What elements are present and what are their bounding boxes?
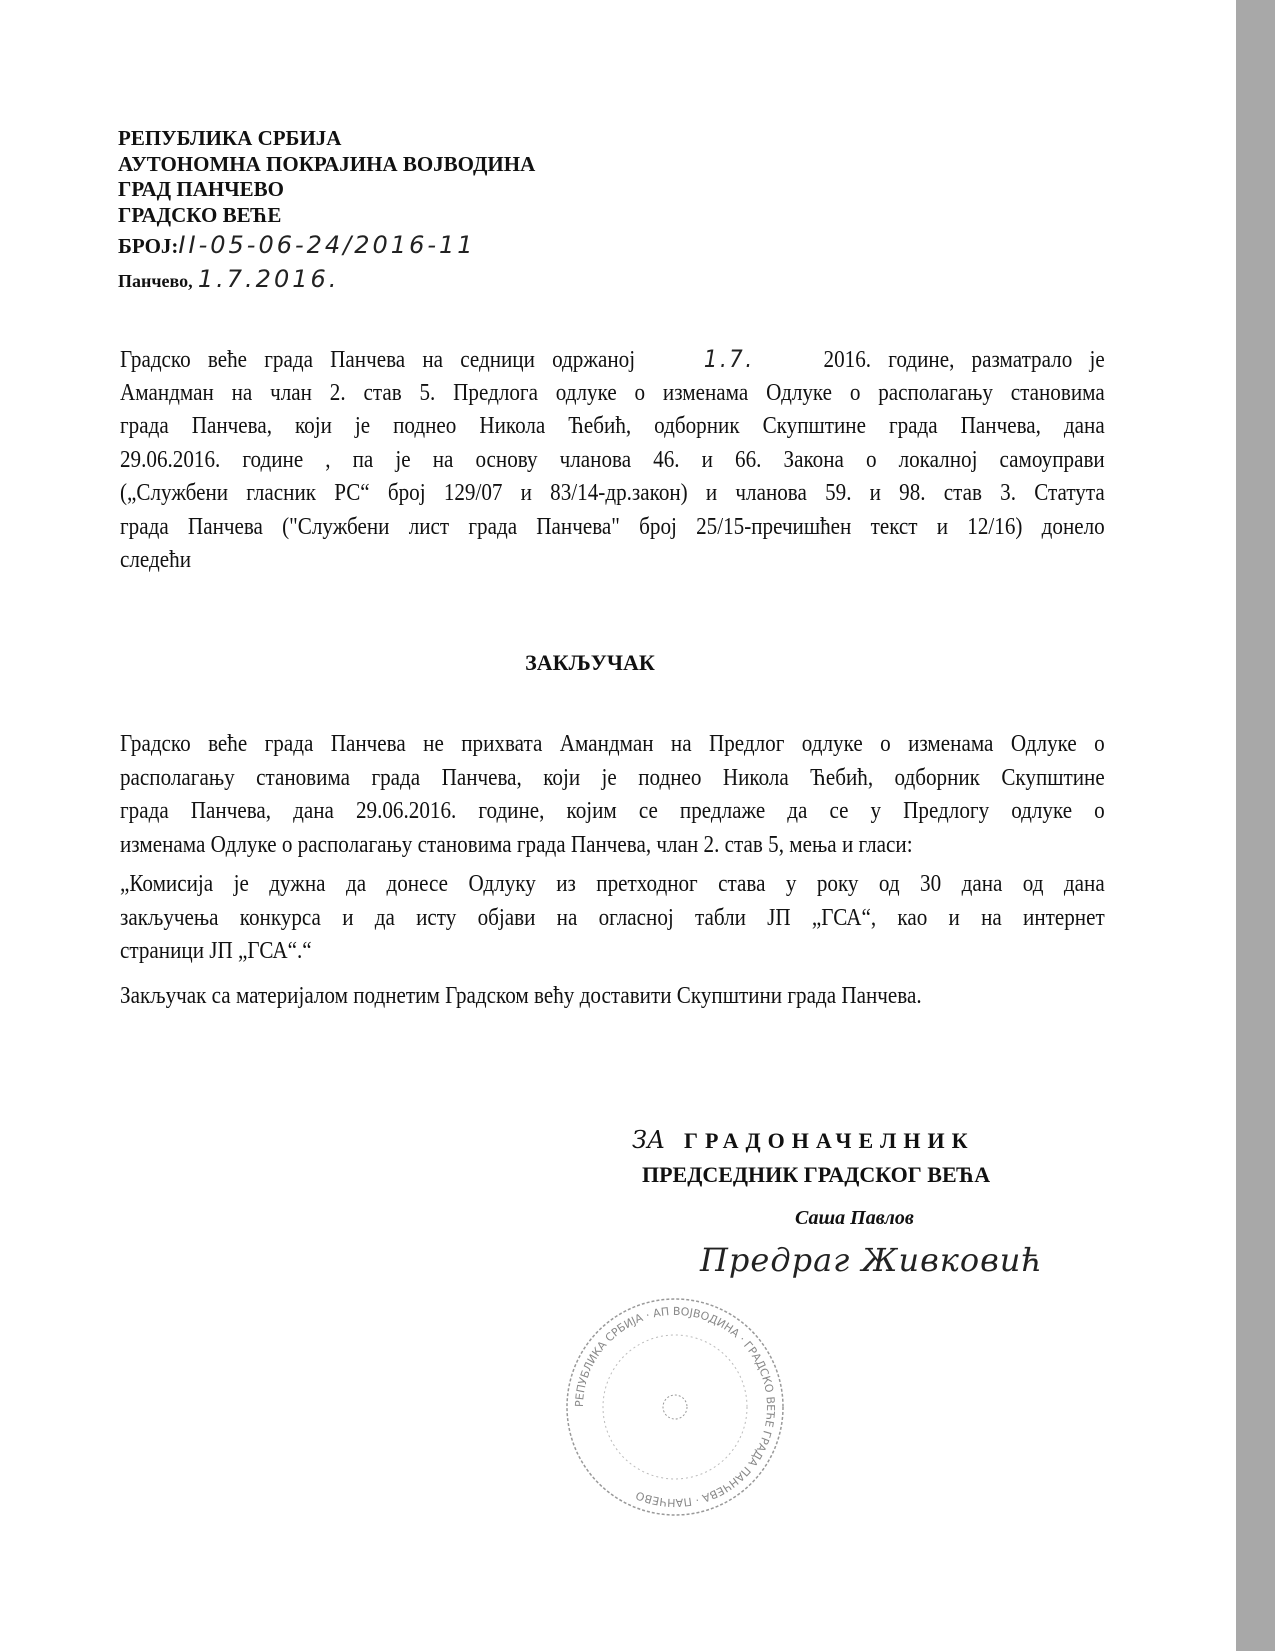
signature-initial: ЗА (632, 1126, 666, 1154)
signatory-name: Саша Павлов (795, 1207, 914, 1229)
document-title: ЗАКЉУЧАК (525, 650, 655, 675)
signatory-title: ГРАДОНАЧЕЛНИК (684, 1128, 975, 1153)
session-date-handwritten: 1.7. (703, 345, 755, 373)
header-line: ГРАД ПАНЧЕВО (118, 177, 284, 201)
conclusion-paragraph (120, 728, 1105, 862)
paragraph-line: „Комисија је дужна да донесе Одлуку из претходног става у року од 30 дана од дана (120, 871, 1105, 897)
paragraph-line: Градско веће града Панчева не прихвата Амандман на Предлог одлуке о изменама Одлуке о (120, 731, 1105, 757)
line-text: Градско веће града Панчева на седници одржаној (120, 347, 636, 373)
quoted-amendment (120, 868, 1105, 969)
line-text: 2016. године, разматрало је (823, 347, 1105, 373)
document-number (118, 228, 535, 262)
document-date (118, 262, 535, 296)
official-stamp (560, 1292, 790, 1522)
header-line: РЕПУБЛИКА СРБИЈА (118, 126, 342, 150)
paragraph-line: („Службени гласник РС“ број 129/07 и 83/14-др.закон) и чланова 59. и 98. став 3. Статута (120, 480, 1105, 506)
paragraph-line: следећи (120, 547, 191, 573)
stamp-lettering: РЕПУБЛИКА СРБИЈА · АП ВОЈВОДИНА · ГРАДСКО ВЕЋЕ ГРАДА ПАНЧЕВА · ПАНЧЕВО (572, 1304, 778, 1510)
paragraph-line: града Панчева, који је поднео Никола Ћебић, одборник Скупштине града Панчева, дана (120, 413, 1105, 439)
header-line: АУТОНОМНА ПОКРАЈИНА ВОЈВОДИНА (118, 151, 536, 176)
paragraph-line: изменама Одлуке о располагању становима града Панчева, члан 2. став 5, мења и гласи: (120, 831, 913, 858)
stamp-center (663, 1395, 687, 1419)
final-paragraph (120, 980, 1105, 1014)
paragraph-line: 29.06.2016. године , па је на основу чланова 46. и 66. Закона о локалној самоуправи (120, 446, 1105, 473)
paragraph-line: Амандман на члан 2. став 5. Предлога одлуке о изменама Одлуке о располагању становима (120, 379, 1105, 406)
signatory-subtitle: ПРЕДСЕДНИК ГРАДСКОГ ВЕЋА (642, 1162, 991, 1187)
header-line: ГРАДСКО ВЕЋЕ (118, 202, 282, 227)
scan-edge (1236, 0, 1275, 1651)
number-label: БРОЈ: (118, 234, 179, 258)
handwritten-signature: Предраг Живковић (700, 1241, 1043, 1279)
date-handwritten: 1.7.2016. (197, 265, 340, 293)
intro-paragraph (120, 343, 1105, 578)
paragraph-line: Закључак са материјалом поднетим Градском већу доставити Скупштини града Панчева. (120, 983, 922, 1009)
paragraph-line: закључења конкурса и да исту објави на огласној табли ЈП „ГСА“, као и на интернет (120, 904, 1105, 931)
paragraph-line (120, 343, 1105, 377)
stamp-outer-ring (567, 1299, 783, 1515)
number-handwritten: II-05-06-24/2016-11 (178, 231, 476, 259)
paragraph-line: града Панчева ("Службени лист града Панчева" број 25/15-пречишћен текст и 12/16) донело (120, 513, 1105, 540)
place-label: Панчево, (118, 271, 193, 291)
paragraph-line: града Панчева, дана 29.06.2016. године, којим се предлаже да се у Предлогу одлуке о (120, 798, 1105, 824)
paragraph-line: располагању становима града Панчева, који је поднео Никола Ћебић, одборник Скупштине (120, 764, 1105, 791)
document-header (118, 126, 535, 296)
paragraph-line: страници ЈП „ГСА“.“ (120, 938, 312, 964)
stamp-inner-ring (603, 1335, 747, 1479)
